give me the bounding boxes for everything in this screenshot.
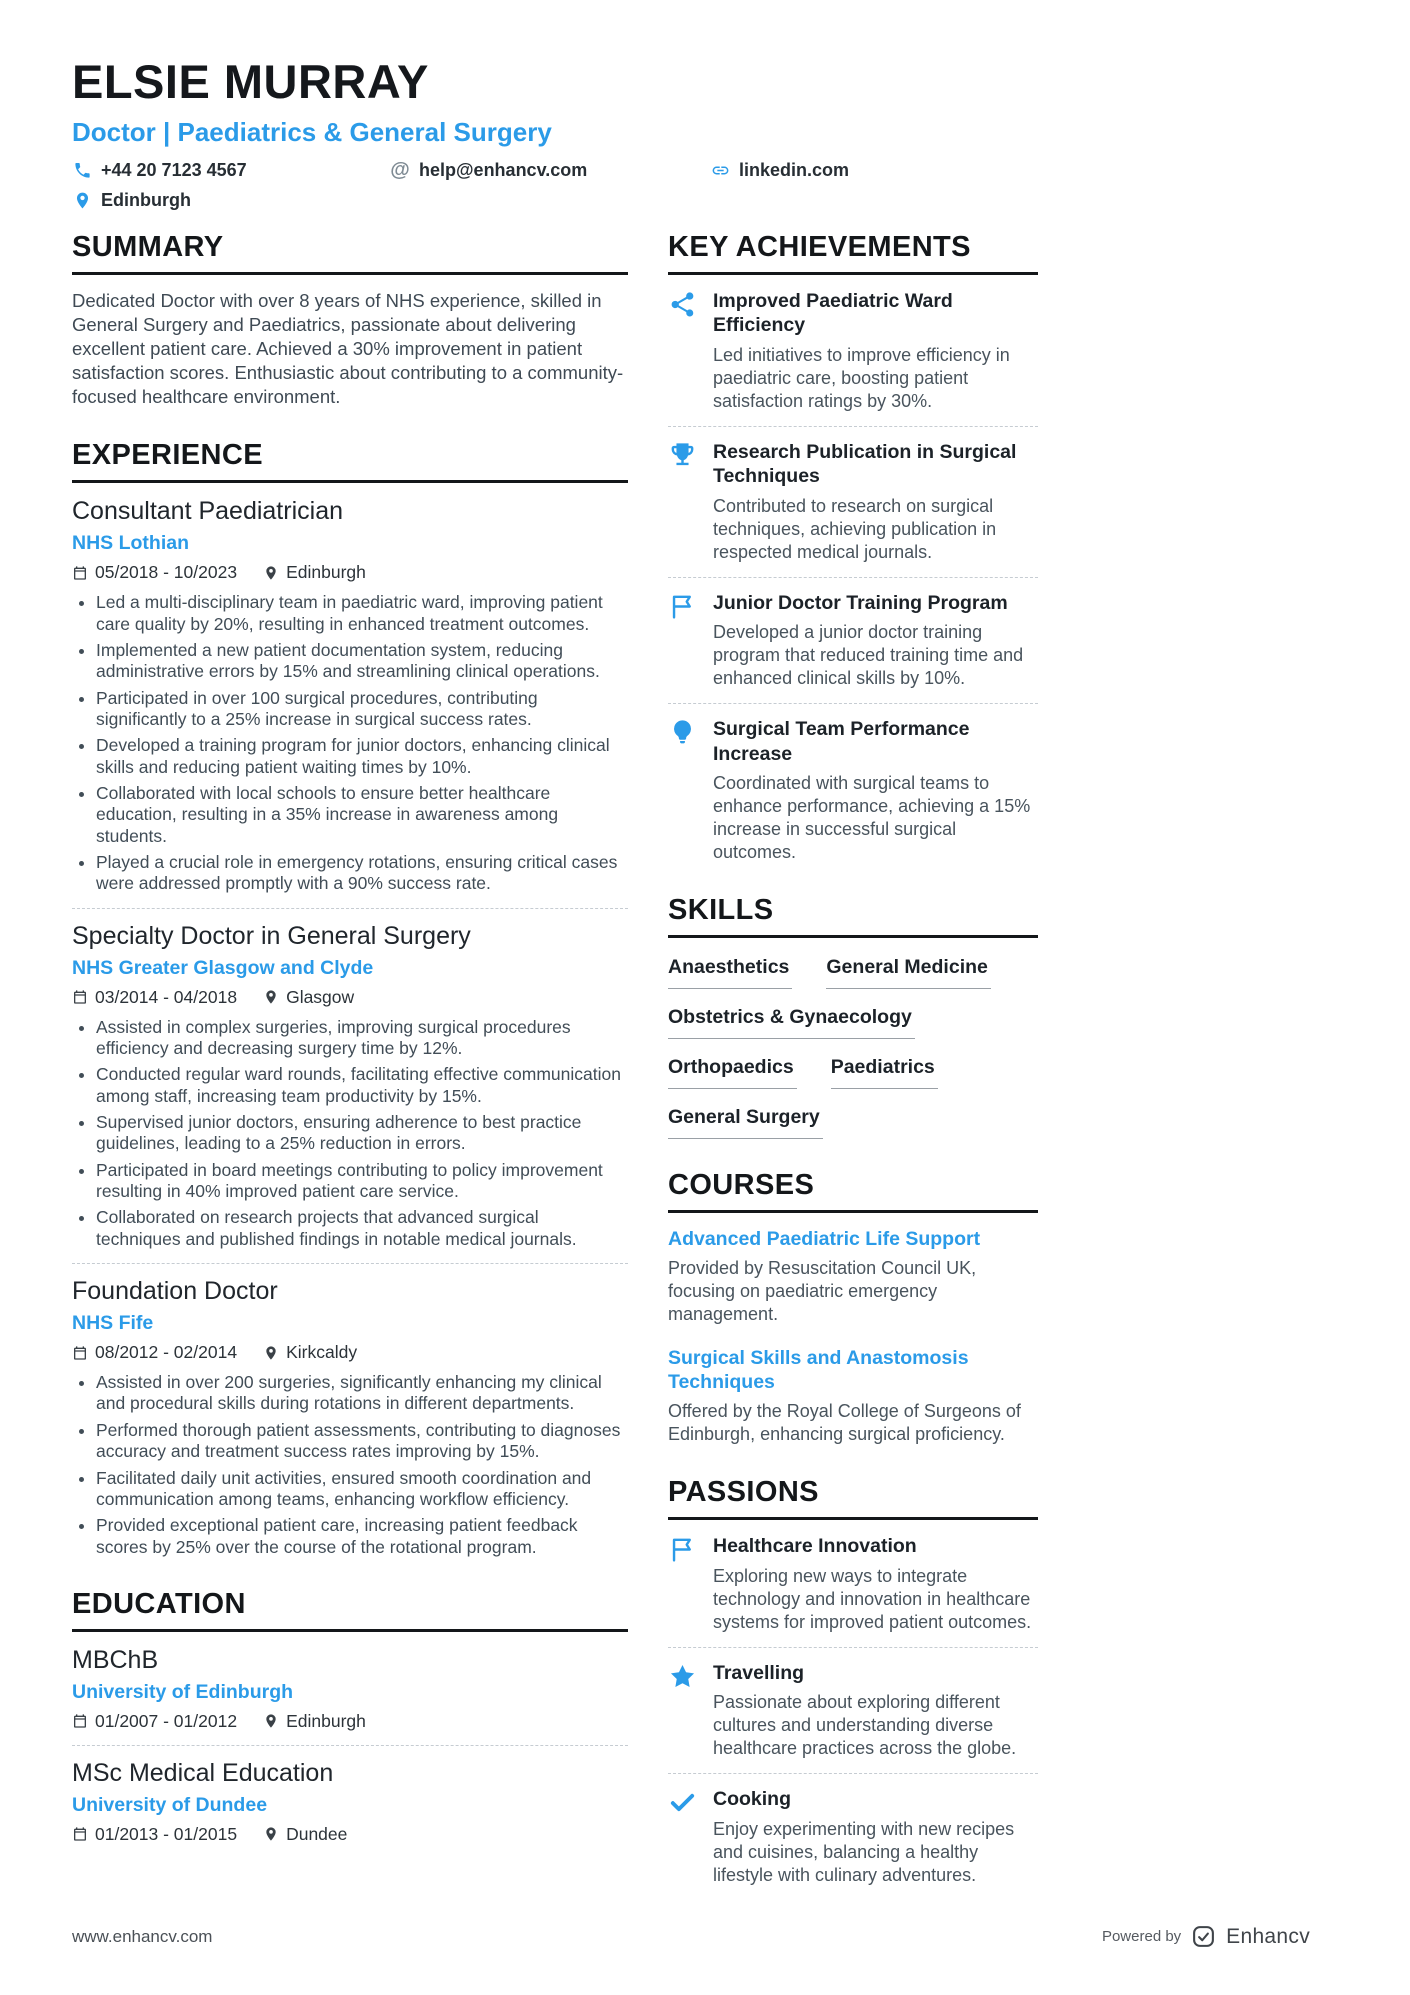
job-location	[263, 562, 366, 583]
dashed-divider	[72, 908, 628, 909]
skills-list	[668, 952, 1038, 1139]
education-section	[72, 1588, 628, 1845]
passion-text: Exploring new ways to integrate technology and innovation in healthcare systems for improved patient outcomes.	[713, 1565, 1032, 1632]
experience-section	[72, 439, 628, 1558]
achievement-title: Junior Doctor Training Program	[713, 591, 1008, 614]
achievement-text: Led initiatives to improve efficiency in paediatric care, boosting patient satisfaction ratings by 30%.	[713, 344, 1010, 411]
education-meta	[72, 1824, 628, 1845]
left-column	[72, 231, 628, 1887]
resume-columns	[72, 231, 1410, 1887]
achievement-title: Improved Paediatric Ward Efficiency	[713, 290, 953, 337]
bullet: • Assisted in complex surgeries, improving surgical procedures efficiency and decreasing surgery time by 12%.	[96, 1017, 628, 1060]
calendar-icon	[72, 1826, 88, 1842]
achievement-title: Surgical Team Performance Increase	[713, 718, 970, 765]
calendar-icon	[72, 989, 88, 1005]
experience-entry	[72, 497, 628, 894]
location-text: Edinburgh	[286, 1710, 366, 1731]
bullet: • Performed thorough patient assessments, contributing to diagnoses accuracy and treatment success rates improving by 15%.	[96, 1420, 628, 1463]
location	[72, 190, 1038, 211]
person-name: ELSIE MURRAY	[72, 55, 429, 108]
trophy-icon	[668, 441, 713, 470]
right-column	[668, 231, 1038, 1887]
flag-icon	[668, 592, 713, 621]
courses-section	[668, 1169, 1038, 1446]
achievement-item	[668, 440, 1038, 564]
email-address: help@enhancv.com	[419, 160, 588, 180]
company-name[interactable]: NHS Greater Glasgow and Clyde	[72, 956, 374, 979]
dashed-divider	[668, 1647, 1038, 1648]
page-footer	[72, 1924, 1310, 1949]
passion-item	[668, 1661, 1038, 1760]
passion-item	[668, 1787, 1038, 1886]
job-bullets	[72, 592, 628, 894]
course-text: Provided by Resuscitation Council UK, focusing on paediatric emergency management.	[668, 1258, 977, 1325]
powered-by-label: Powered by	[1101, 1928, 1182, 1945]
date-text: 08/2012 - 02/2014	[95, 1342, 238, 1363]
location-pin-icon	[263, 1345, 279, 1361]
location-text: Edinburgh	[286, 562, 366, 583]
job-location	[263, 1342, 357, 1363]
passion-text: Enjoy experimenting with new recipes and cuisines, balancing a healthy lifestyle with culinary adventures.	[713, 1818, 1015, 1885]
achievement-body	[713, 591, 1038, 690]
enhancv-logo-icon	[1191, 1924, 1216, 1949]
education-entry	[72, 1759, 628, 1845]
resume-header	[72, 54, 1410, 211]
skill-tag: General Surgery	[668, 1106, 823, 1139]
course-item	[668, 1227, 1038, 1326]
bullet: • Supervised junior doctors, ensuring adherence to best practice guidelines, leading to a 25% reduction in errors.	[96, 1112, 628, 1155]
passion-body	[713, 1787, 1038, 1886]
job-role: Consultant Paediatrician	[72, 497, 343, 526]
company-name[interactable]: NHS Fife	[72, 1312, 154, 1335]
skill-tag: Anaesthetics	[668, 956, 792, 989]
passions-heading: PASSIONS	[668, 1476, 1038, 1520]
phone[interactable]	[72, 160, 390, 181]
calendar-icon	[72, 1713, 88, 1729]
education-meta	[72, 1711, 628, 1732]
person-job-title: Doctor | Paediatrics & General Surgery	[72, 117, 552, 147]
contact-row	[72, 160, 1038, 211]
achievement-body	[713, 289, 1038, 413]
location-text: Glasgow	[286, 986, 355, 1007]
date-text: 01/2013 - 01/2015	[95, 1823, 238, 1844]
skills-heading: SKILLS	[668, 894, 1038, 938]
school-name[interactable]: University of Edinburgh	[72, 1680, 294, 1703]
skill-tag: General Medicine	[826, 956, 990, 989]
degree: MSc Medical Education	[72, 1758, 334, 1787]
flag-icon	[668, 1535, 713, 1564]
achievements-section	[668, 231, 1038, 864]
date-text: 01/2007 - 01/2012	[95, 1710, 238, 1731]
experience-entry	[72, 922, 628, 1250]
bullet: • Provided exceptional patient care, increasing patient feedback scores by 25% over the course of the rotational program.	[96, 1515, 628, 1558]
bullet: • Collaborated with local schools to ensure better healthcare education, resulting in a 35% increase in awareness among students.	[96, 783, 628, 847]
location-text: Edinburgh	[101, 190, 191, 210]
summary-heading: SUMMARY	[72, 231, 628, 275]
date-text: 05/2018 - 10/2023	[95, 562, 238, 583]
dashed-divider	[668, 577, 1038, 578]
location-text: Dundee	[286, 1823, 348, 1844]
achievement-text: Developed a junior doctor training program that reduced training time and enhanced clinical skills by 10%.	[713, 622, 1024, 689]
achievement-title: Research Publication in Surgical Techniques	[713, 440, 1017, 488]
date-range	[72, 1711, 237, 1732]
star-icon	[668, 1662, 713, 1691]
bullet: • Conducted regular ward rounds, facilitating effective communication among staff, increasing team productivity by 15%.	[96, 1064, 628, 1107]
skill-tag: Obstetrics & Gynaecology	[668, 1006, 915, 1039]
achievement-item	[668, 591, 1038, 690]
linkedin-url: linkedin.com	[739, 160, 850, 180]
achievement-item	[668, 717, 1038, 864]
job-meta	[72, 987, 628, 1008]
dashed-divider	[668, 703, 1038, 704]
passion-body	[713, 1534, 1038, 1633]
passion-title: Cooking	[713, 1788, 791, 1811]
bullet: • Implemented a new patient documentation system, reducing administrative errors by 15% and streamlining clinical operations.	[96, 640, 628, 683]
achievement-body	[713, 717, 1038, 864]
experience-entry	[72, 1277, 628, 1558]
passion-title: Travelling	[713, 1661, 805, 1684]
dashed-divider	[72, 1745, 628, 1746]
dashed-divider	[72, 1263, 628, 1264]
course-text: Offered by the Royal College of Surgeons of Edinburgh, enhancing surgical proficiency.	[668, 1401, 1021, 1445]
bullet: • Facilitated daily unit activities, ensured smooth coordination and communication among teams, enhancing workflow efficiency.	[96, 1468, 628, 1511]
dashed-divider	[668, 426, 1038, 427]
education-entry	[72, 1646, 628, 1732]
email[interactable]	[390, 160, 710, 181]
school-name[interactable]: University of Dundee	[72, 1793, 268, 1816]
skills-section	[668, 894, 1038, 1139]
experience-heading: EXPERIENCE	[72, 439, 628, 483]
bullet: • Participated in board meetings contributing to policy improvement resulting in 40% improved patient care service.	[96, 1160, 628, 1203]
bullet: • Developed a training program for junior doctors, enhancing clinical skills and reducing patient waiting times by 10%.	[96, 735, 628, 778]
dashed-divider	[668, 1773, 1038, 1774]
achievement-text: Coordinated with surgical teams to enhance performance, achieving a 15% increase in successful surgical outcomes.	[713, 772, 1031, 862]
job-role: Specialty Doctor in General Surgery	[72, 921, 471, 950]
date-range	[72, 562, 237, 583]
location-text: Kirkcaldy	[286, 1342, 358, 1363]
courses-heading: COURSES	[668, 1169, 1038, 1213]
calendar-icon	[72, 565, 88, 581]
date-text: 03/2014 - 04/2018	[95, 986, 238, 1007]
education-location	[263, 1824, 347, 1845]
job-role: Foundation Doctor	[72, 1277, 278, 1306]
calendar-icon	[72, 1345, 88, 1361]
course-title: Surgical Skills and Anastomosis Techniques	[668, 1346, 969, 1393]
bullet: • Assisted in over 200 surgeries, significantly enhancing my clinical and procedural skills during rotations in different departments.	[96, 1372, 628, 1415]
education-location	[263, 1711, 366, 1732]
passion-item	[668, 1534, 1038, 1633]
link-icon	[710, 161, 730, 181]
check-icon	[668, 1788, 713, 1817]
email-at-icon: @	[390, 159, 410, 181]
bullet: • Led a multi-disciplinary team in paediatric ward, improving patient care quality by 20%, resulting in enhanced treatment outcomes.	[96, 592, 628, 635]
date-range	[72, 987, 237, 1008]
powered-by-badge[interactable]	[1102, 1924, 1310, 1949]
skill-tag: Paediatrics	[831, 1056, 938, 1089]
passion-title: Healthcare Innovation	[713, 1535, 917, 1558]
location-pin-icon	[263, 1713, 279, 1729]
course-item	[668, 1346, 1038, 1447]
passions-section	[668, 1476, 1038, 1886]
location-pin-icon	[263, 565, 279, 581]
degree: MBChB	[72, 1645, 159, 1674]
bullet: • Played a crucial role in emergency rotations, ensuring critical cases were addressed promptly with a 90% success rate.	[96, 852, 628, 895]
summary-text: Dedicated Doctor with over 8 years of NHS experience, skilled in General Surgery and Paediatrics, passionate about delivering excellent patient care. Achieved a 30% improvement in patient satisfaction scores. Enthusiastic about contributing to a community-focused healthcare environment.	[72, 290, 624, 408]
bullet: • Collaborated on research projects that advanced surgical techniques and published findings in notable medical journals.	[96, 1207, 628, 1250]
achievement-item	[668, 289, 1038, 413]
location-pin-icon	[263, 989, 279, 1005]
achievement-text: Contributed to research on surgical techniques, achieving publication in respected medical journals.	[713, 495, 997, 562]
date-range	[72, 1342, 237, 1363]
skill-tag: Orthopaedics	[668, 1056, 797, 1089]
job-meta	[72, 562, 628, 583]
bullet: • Participated in over 100 surgical procedures, contributing significantly to a 25% increase in surgical success rates.	[96, 688, 628, 731]
passion-body	[713, 1661, 1038, 1760]
course-title: Advanced Paediatric Life Support	[668, 1228, 981, 1251]
enhancv-brand-label: Enhancv	[1226, 1924, 1310, 1948]
enhancv-site-link[interactable]: www.enhancv.com	[72, 1926, 213, 1946]
date-range	[72, 1824, 237, 1845]
job-meta	[72, 1342, 628, 1363]
job-location	[263, 987, 354, 1008]
phone-number: +44 20 7123 4567	[101, 160, 247, 180]
achievement-body	[713, 440, 1038, 564]
network-icon	[668, 290, 713, 319]
passion-text: Passionate about exploring different cultures and understanding diverse healthcare practices across the globe.	[713, 1692, 1017, 1759]
linkedin[interactable]	[710, 160, 1038, 181]
location-pin-icon	[72, 191, 92, 211]
achievements-heading: KEY ACHIEVEMENTS	[668, 231, 1038, 275]
company-name[interactable]: NHS Lothian	[72, 532, 189, 555]
job-bullets	[72, 1372, 628, 1558]
lightbulb-icon	[668, 718, 713, 747]
location-pin-icon	[263, 1826, 279, 1842]
job-bullets	[72, 1017, 628, 1250]
education-heading: EDUCATION	[72, 1588, 628, 1632]
summary-section	[72, 231, 628, 409]
phone-icon	[72, 161, 92, 181]
